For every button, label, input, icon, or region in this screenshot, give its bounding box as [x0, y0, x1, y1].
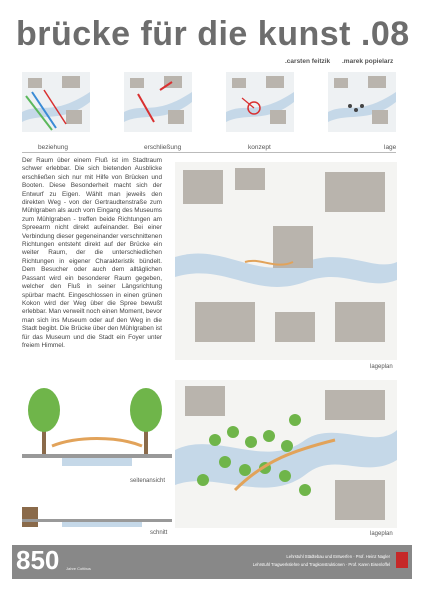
caption-schnitt: schnitt	[150, 530, 168, 536]
site-plan-concept-icon	[226, 72, 294, 132]
thumbnail-label: beziehung	[38, 144, 68, 151]
anniversary-number: 850	[16, 545, 60, 575]
thumbnail-label: lage	[384, 144, 397, 151]
site-plan-detail	[175, 380, 397, 528]
anniversary-subtitle: Jahre Cottbus	[66, 566, 91, 571]
thumbnail-konzept	[226, 72, 294, 132]
chair-credit: Lehrstuhl Städtebau und Entwerfen · Prof. Heinz Nagler	[286, 554, 390, 559]
caption-seitenansicht: seitenansicht	[130, 478, 166, 484]
site-plan-relation-icon	[22, 72, 90, 132]
author-name: .carsten feitzik	[285, 58, 331, 65]
thumbnail-lage	[328, 72, 396, 132]
thumbnail-label: konzept	[248, 144, 271, 151]
site-plan-location-icon	[328, 72, 396, 132]
caption-lageplan: lageplan	[370, 531, 393, 537]
site-plan-large	[175, 162, 397, 360]
author-name: .marek popielarz	[342, 58, 394, 65]
section-drawing	[22, 497, 172, 527]
thumbnail-beziehung	[22, 72, 90, 132]
thumbnail-erschliessung	[124, 72, 192, 132]
page-title: brücke für die kunst .08	[16, 15, 410, 53]
description-text: Der Raum über einem Fluß ist im Stadtraum schwer erlebbar. Die sich bietenden Ausblicke erschließen sich nur mit Hilfe von Brücken und Booten. Diese Besonderheit macht sich der Entwurf zu Eigen. Wählt man jeweils den direkten Weg - von der Gertraudtenstraße zum Mühlgraben als auch vom Eingang des Museums zum Mühlgraben - treffen beide Richtungen am Spreearm nicht direkt aufeinander. Bei einer Verbindung dieser gegeneinander verschnittenen Richtungen entsteht direkt auf der Brücke ein weiter Raum, der die unterschiedlichen Richtungen in eigener Charakteristik bündelt. Dem Besucher oder auch dem alltäglichen Passant wird ein besonderer Raum gegeben, welcher den Fluß in seiner Längsrichtung spürbar macht. Eingeschlossen in einen grünen Kokon wird der Weg über die Spree bewußt erlebbar. Man verweilt noch einen Moment, bevor man sich ins Museum oder auf den Weg in die Stadt begibt. Die Brücke über den Mühlgraben ist für das Museum und die Stadt ein Foyer unter freiem Himmel.	[22, 157, 162, 349]
divider	[22, 152, 396, 153]
university-logo-icon	[396, 552, 408, 568]
thumbnail-label: erschließung	[144, 144, 182, 151]
chair-credit: Lehrstuhl Tragwerkslehre und Tragkonstruktionen · Prof. Karen Eisenloffel	[252, 562, 390, 567]
side-elevation	[22, 380, 172, 475]
site-plan-access-icon	[124, 72, 192, 132]
caption-lageplan: lageplan	[370, 364, 393, 370]
